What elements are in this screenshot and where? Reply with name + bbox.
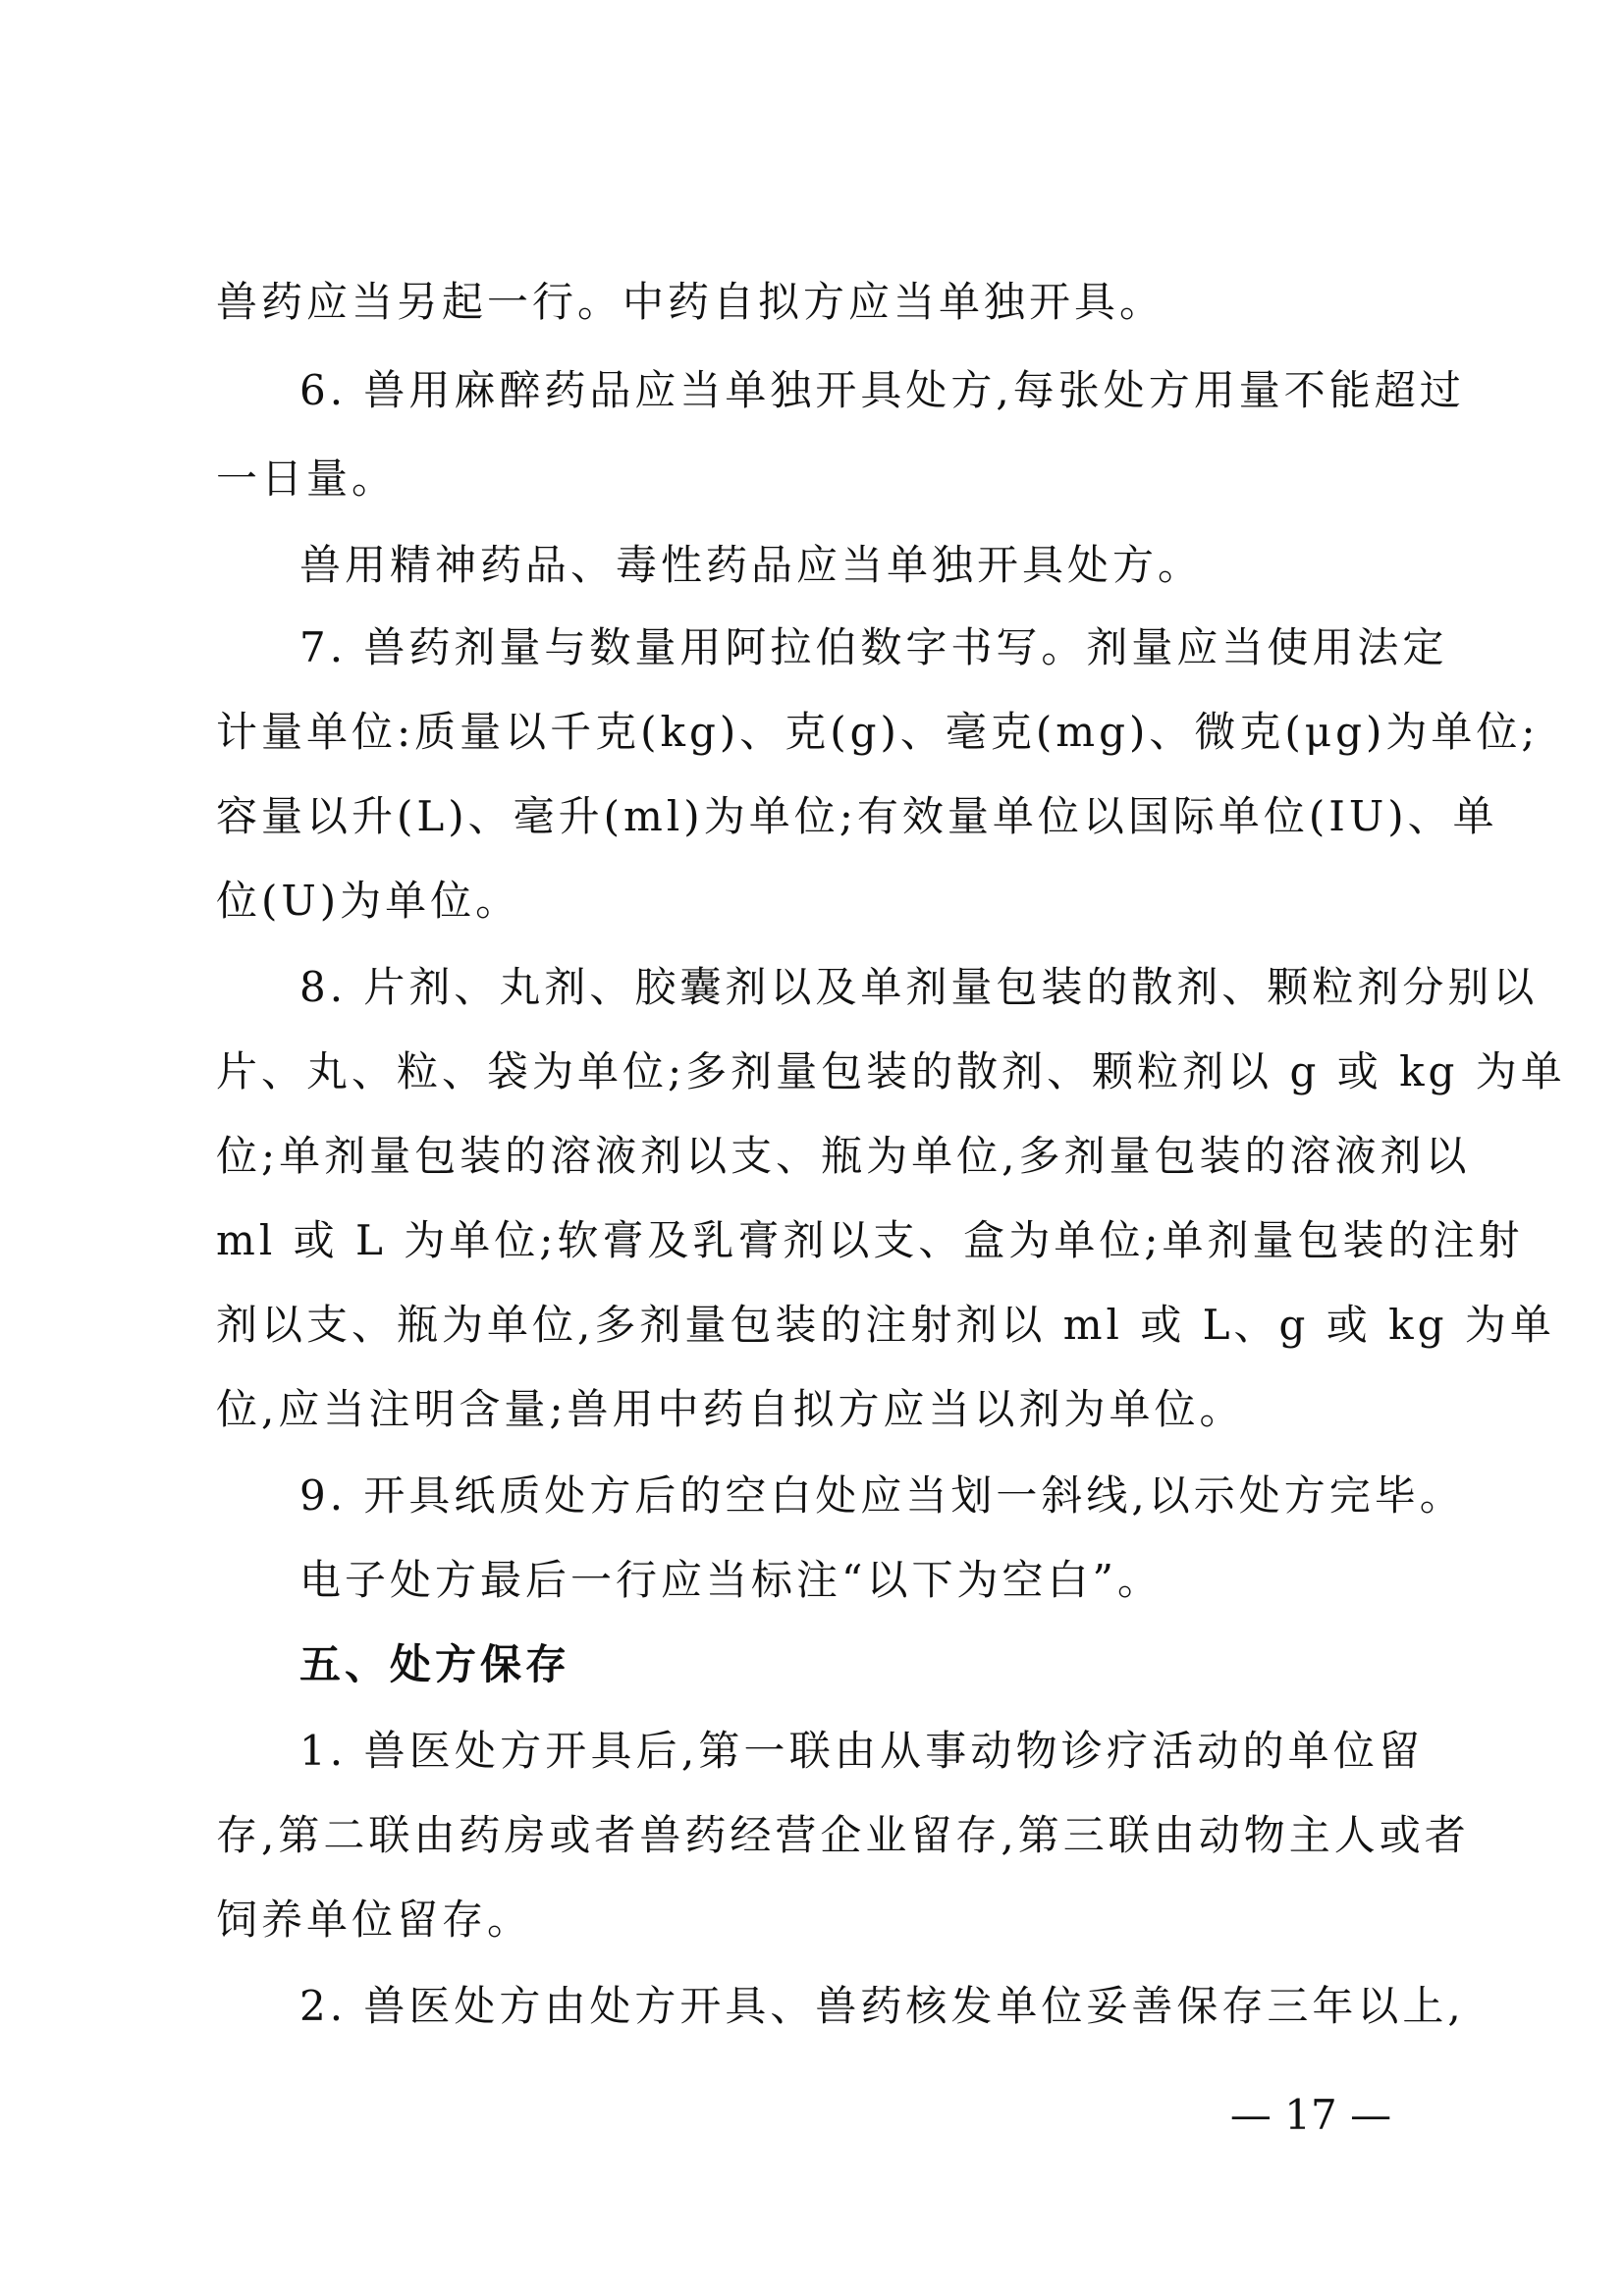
text-line: 兽药应当另起一行。中药自拟方应当单独开具。 xyxy=(216,278,1165,326)
paragraph-7-line: 7. 兽药剂量与数量用阿拉伯数字书写。剂量应当使用法定 xyxy=(299,623,1448,671)
paragraph-8-line: 8. 片剂、丸剂、胶囊剂以及单剂量包装的散剂、颗粒剂分别以 xyxy=(299,963,1539,1011)
page-number: — 17 — xyxy=(1229,2091,1392,2139)
paragraph-6-line: 6. 兽用麻醉药品应当单独开具处方,每张处方用量不能超过 xyxy=(299,366,1465,414)
text-line: 饲养单位留存。 xyxy=(216,1896,533,1944)
text-line: 存,第二联由药房或者兽药经营企业留存,第三联由动物主人或者 xyxy=(216,1811,1470,1859)
text-line: ml 或 L 为单位;软膏及乳膏剂以支、盒为单位;单剂量包装的注射 xyxy=(216,1216,1524,1264)
section-heading: 五、处方保存 xyxy=(299,1640,571,1688)
text-line: 一日量。 xyxy=(216,454,398,503)
paragraph-1-line: 1. 兽医处方开具后,第一联由从事动物诊疗活动的单位留 xyxy=(299,1727,1424,1775)
paragraph-9-line: 9. 开具纸质处方后的空白处应当划一斜线,以示处方完毕。 xyxy=(299,1471,1465,1520)
paragraph-2-line: 2. 兽医处方由处方开具、兽药核发单位妥善保存三年以上, xyxy=(299,1982,1465,2030)
text-line: 容量以升(L)、毫升(ml)为单位;有效量单位以国际单位(IU)、单 xyxy=(216,792,1498,840)
text-line: 位,应当注明含量;兽用中药自拟方应当以剂为单位。 xyxy=(216,1385,1245,1433)
text-line: 计量单位:质量以千克(kg)、克(g)、毫克(mg)、微克(μg)为单位; xyxy=(216,708,1540,756)
text-line: 片、丸、粒、袋为单位;多剂量包装的散剂、颗粒剂以 g 或 kg 为单 xyxy=(216,1047,1566,1095)
text-line: 位(U)为单位。 xyxy=(216,877,521,925)
text-line: 剂以支、瓶为单位,多剂量包装的注射剂以 ml 或 L、g 或 kg 为单 xyxy=(216,1301,1555,1349)
paragraph-line: 兽用精神药品、毒性药品应当单独开具处方。 xyxy=(299,541,1204,589)
paragraph-line: 电子处方最后一行应当标注“以下为空白”。 xyxy=(299,1556,1163,1604)
text-line: 位;单剂量包装的溶液剂以支、瓶为单位,多剂量包装的溶液剂以 xyxy=(216,1132,1471,1180)
